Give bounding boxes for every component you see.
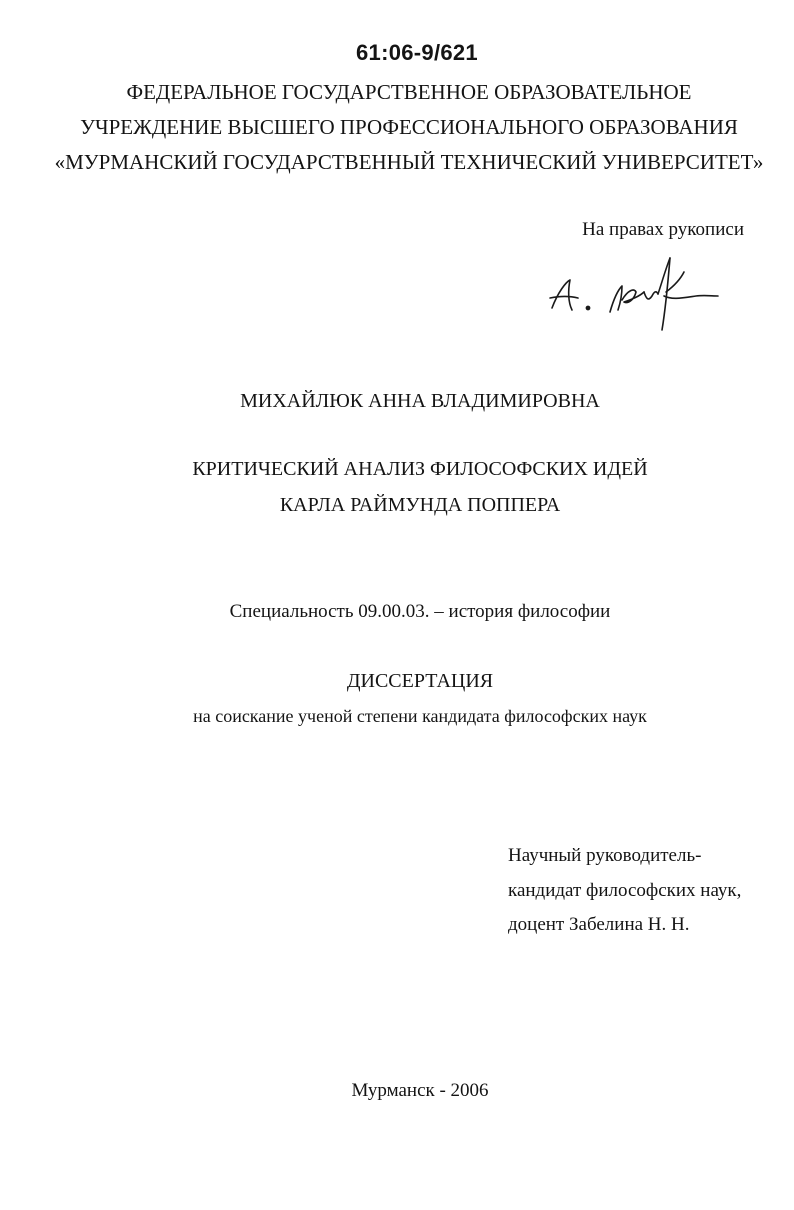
specialty: Специальность 09.00.03. – история философии — [229, 601, 611, 622]
title-line-1: КРИТИЧЕСКИЙ АНАЛИЗ ФИЛОСОФСКИХ ИДЕЙ — [192, 458, 648, 480]
supervisor-line-2: кандидат философских наук, — [508, 880, 742, 901]
supervisor-line-3: доцент Забелина Н. Н. — [508, 914, 690, 935]
author-name: МИХАЙЛЮК АННА ВЛАДИМИРОВНА — [240, 390, 600, 412]
institution-line-3: «МУРМАНСКИЙ ГОСУДАРСТВЕННЫЙ ТЕХНИЧЕСКИЙ УНИВЕРСИТЕТ» — [54, 150, 764, 174]
manuscript-rights-note: На правах рукописи — [582, 219, 744, 240]
title-line-2: КАРЛА РАЙМУНДА ПОППЕРА — [279, 494, 561, 516]
supervisor-line-1: Научный руководитель- — [508, 845, 702, 866]
city-year: Мурманск - 2006 — [351, 1080, 489, 1101]
institution-line-2: УЧРЕЖДЕНИЕ ВЫСШЕГО ПРОФЕССИОНАЛЬНОГО ОБРАЗОВАНИЯ — [80, 115, 738, 139]
document-type: ДИССЕРТАЦИЯ — [346, 670, 494, 692]
signature-icon — [548, 252, 723, 332]
degree-line: на соискание ученой степени кандидата философских наук — [193, 706, 647, 726]
catalog-number: 61:06-9/621 — [356, 40, 478, 65]
institution-line-1: ФЕДЕРАЛЬНОЕ ГОСУДАРСТВЕННОЕ ОБРАЗОВАТЕЛЬНОЕ — [126, 80, 692, 104]
